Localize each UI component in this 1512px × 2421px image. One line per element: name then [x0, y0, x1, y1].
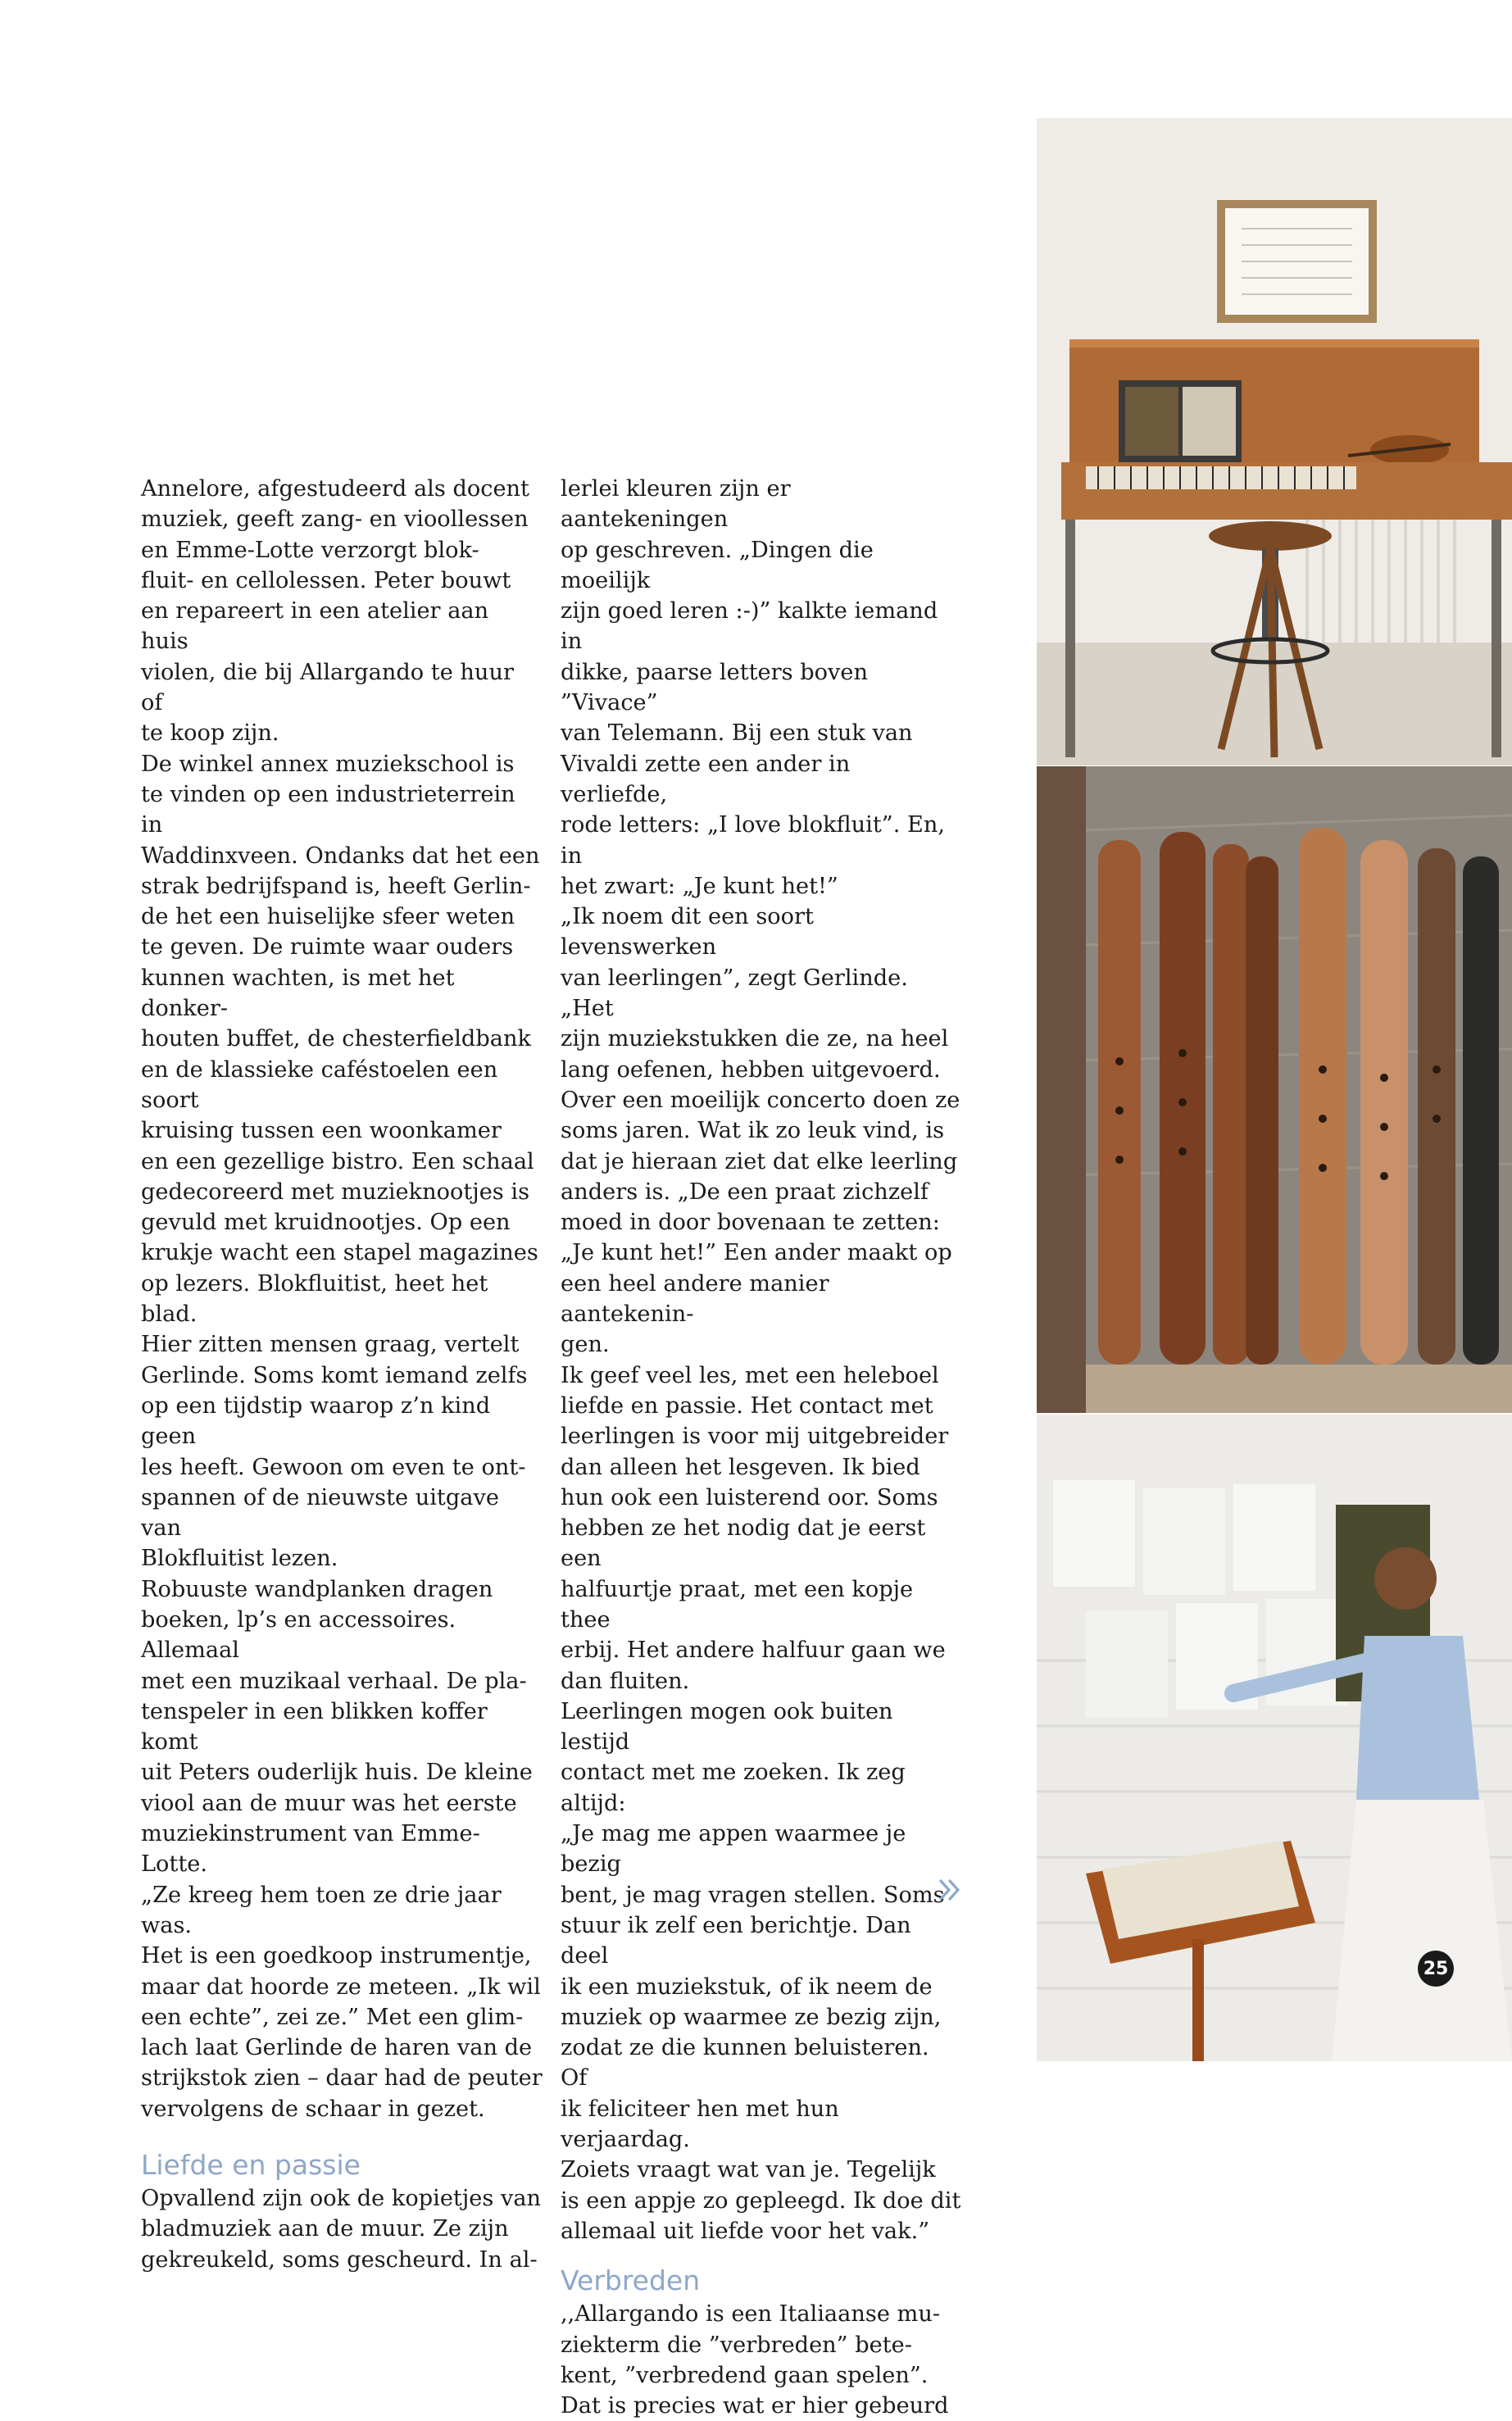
paragraph: ,,Allargando is een Italiaanse mu- ziekterm die ”verbreden” bete- kent, ”verbredend gaan spelen”. Dat is precies wat er hier gebeurd — [561, 2301, 949, 2419]
paragraph: „Ik noem dit een soort levenswerken van leerlingen”, zegt Gerlinde. „Het zijn muziekstukken die ze, na heel lang oefenen, hebben uitgevoerd. Over een moeilijk concerto doen ze soms jaren. Wat ik zo leuk vind, is dat je hieraan ziet dat elke leerling anders is. „De een praat zichzelf moed in door bovenaan te zetten: „Je kunt het!” Een ander maakt op een heel andere manier aantekenin- gen. — [561, 904, 960, 1358]
text-column-middle — [561, 474, 962, 2421]
text-column-left — [141, 474, 543, 2275]
page-number-badge: 25 — [1418, 1951, 1454, 1987]
photo-recorders — [1037, 766, 1512, 1413]
section-heading-verbreden: Verbreden — [561, 2264, 701, 2297]
paragraph: Leerlingen mogen ook buiten lestijd contact met me zoeken. Ik zeg altijd: „Je mag me appen waarmee je bezig bent, je mag vragen stellen. Soms stuur ik zelf een berichtje. Dan deel ik een muziekstuk, of ik neem de muziek op waarmee ze bezig zijn, zodat ze die kunnen beluisteren. Of ik feliciteer hen met hun verjaardag. Zoiets vraagt wat van je. Tegelijk is een appje zo gepleegd. Ik doe dit allemaal uit liefde voor het vak.” — [561, 1698, 961, 2244]
double-chevron-right-icon — [936, 1876, 964, 1904]
paragraph: Ik geef veel les, met een heleboel liefde en passie. Het contact met leerlingen is voor mij uitgebreider dan alleen het lesgeven. Ik bied hun ook een luisterend oor. Soms hebben ze het nodig dat je eerst een halfuurtje praat, met een kopje thee erbij. Het andere halfuur gaan we dan fluiten. — [561, 1362, 949, 1694]
paragraph: De winkel annex muziekschool is te vinden op een industrieterrein in Waddinxveen. Ondanks dat het een strak bedrijfspand is, heeft Gerlin- de het een huiselijke sfeer weten te geven. De ruimte waar ouders kunnen wachten, is met het donker- houten buffet, de chesterfieldbank en de klassieke caféstoelen een soort kruising tussen een woonkamer en een gezellige bistro. Een schaal gedecoreerd met muzieknootjes is gevuld met kruidnootjes. Op een krukje wacht een stapel magazines op lezers. Blokfluitist, heet het blad. Hier zitten mensen graag, vertelt Gerlinde. Soms komt iemand zelfs op een tijdstip waarop z’n kind geen les heeft. Gewoon om even te ont- spannen of de nieuwste uitgave van Blokfluitist lezen. — [141, 751, 540, 1572]
photo-harpsichord-room — [1037, 118, 1512, 765]
section-heading-liefde-en-passie: Liefde en passie — [141, 2149, 361, 2182]
paragraph: Robuuste wandplanken dragen boeken, lp’s en accessoires. Allemaal met een muzikaal verhaal. De pla- tenspeler in een blikken koffer komt uit Peters ouderlijk huis. De kleine viool aan de muur was het eerste muziekinstrument van Emme-Lotte. „Ze kreeg hem toen ze drie jaar was. Het is een goedkoop instrumentje, maar dat hoorde ze meteen. „Ik wil een echte”, zei ze.” Met een glim- lach laat Gerlinde de haren van de strijkstok zien – daar had de peuter vervolgens de schaar in gezet. — [141, 1576, 543, 2122]
paragraph: lerlei kleuren zijn er aantekeningen op geschreven. „Dingen die moeilijk zijn goed leren :-)” kalkte iemand in dikke, paarse letters boven ”Vivace” van Telemann. Bij een stuk van Vivaldi zette een ander in verliefde, rode letters: „I love blokfluit”. En, in het zwart: „Je kunt het!” — [561, 476, 945, 899]
paragraph: Annelore, afgestudeerd als docent muziek, geeft zang- en vioollessen en Emme-Lotte verzorgt blok- fluit- en cellolessen. Peter bouwt en repareert in een atelier aan huis violen, die bij Allargando te huur of te koop zijn. — [141, 476, 529, 747]
paragraph: Opvallend zijn ook de kopietjes van bladmuziek aan de muur. Ze zijn gekreukeld, soms gescheurd. In al- — [141, 2186, 542, 2273]
